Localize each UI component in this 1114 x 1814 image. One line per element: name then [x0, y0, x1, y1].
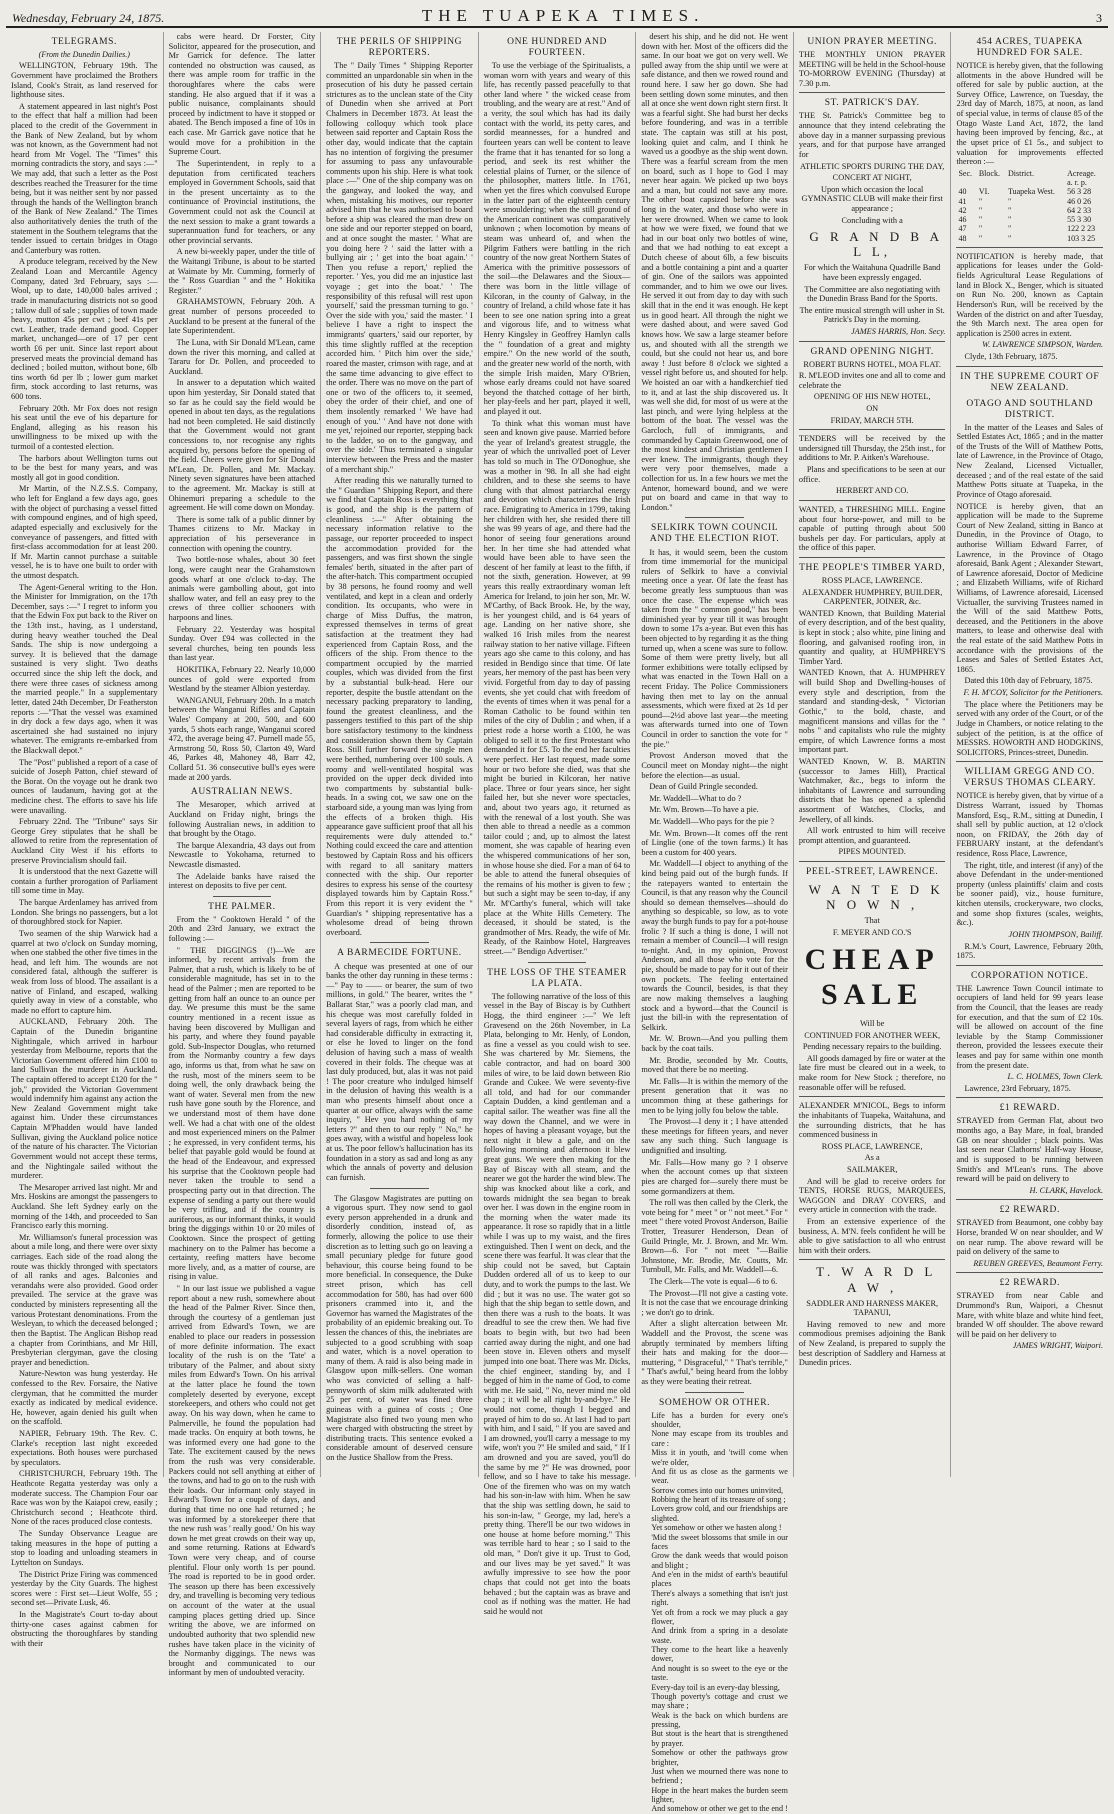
notice-text: NOTICE is hereby given, that by virtue of a Distress Warrant, issued by Thomas Mansford, Esq., R.M., sitting at Dunedin, I shall sell by public auction, at 12 o'clock noon, on FRIDAY, the 26th day of FEBRUARY instant, at the defendant's residence, Ross Place, Lawrence,	[956, 791, 1104, 859]
notice-heading: IN THE SUPREME COURT OF NEW ZEALAND.	[960, 371, 1100, 393]
paragraph: The Provost—I deny it ; I have attended these meetings for fifteen years, and never saw any such thing. Such language is undignified and insulting.	[641, 1117, 788, 1156]
table-cell: 122 2 23	[1067, 224, 1096, 234]
ad-heading: UNION PRAYER MEETING.	[807, 37, 938, 47]
paragraph: The roll was then called by the Clerk, the vote being for " meet " or " not meet." For " meet " there voted Provost Anderson, Bailie Trotter, Treasurer Henderson, Dean of Guild Pringle, Mr. J. Brown, and Mr. Wm. Brown—6. For " not meet "—Bailie Johnstone, Mr. Brodie, Mr. Coutts, Mr. Turnbull, Mr. Falls, and Mr. Waddell—6.	[641, 1198, 788, 1275]
paragraph: CHRISTCHURCH, February 19th. The Heathcote Regatta yesterday was only a moderate success. The Champion Four oar Race was won by the Kaiapoi crew, easily ; Christchurch second ; Heathcote third. None of the races produced close contests.	[11, 1469, 158, 1527]
ad-text: WANTED, a THRESHING MILL. Engine about four horse-power, and mill to be capable of putting through about 500 bushels per day. For particulars, apply at the office of this paper.	[798, 504, 946, 553]
paragraph: NAPIER, February 19th. The Rev. C. Clarke's reception last night exceeded expectations. Both houses were purchased by speculators.	[11, 1428, 158, 1467]
ad-line: ROSS PLACE, LAWRENCE,	[821, 1141, 923, 1151]
paragraph: The District Prize Firing was commenced yesterday by the City Guards. The highest scores were : First set—Lieut Wolfe, 55 ; second set—Private Lusk, 46.	[11, 1569, 158, 1608]
paragraph: GRAHAMSTOWN, February 20th. A great number of persons proceeded to Auckland to be present at the funeral of the late Superintendent.	[168, 297, 316, 336]
paragraph: In answer to a deputation which waited upon him yesterday, Sir Donald stated that so far as he could say the field would be opened in about ten days, as the regulations had not been completed. He said distinctly that the Government would not grant concessions to, nor recognise any rights acquired by, persons before the opening of the field. Cheers were given for Sir Donald M'Lean, Dr. Pollen, and Mr. Mackay. Ninety seven signatures have been attached to the agreement. Mr. Mackay is still at Ohinemuri preparing a schedule to the agreement. He will come down on Monday.	[168, 378, 316, 513]
notice-signature: L. C. HOLMES, Town Clerk.	[1007, 1072, 1104, 1082]
paragraph: Mr. Falls—It is within the memory of the present generation that it was no uncommon thing at these gatherings for men to be lying jolly fou below the table.	[641, 1076, 788, 1115]
notice-text: NOTIFICATION is hereby made, that applications for leases under the Gold-fields Agricultural Lease Regulations of land in Block X., Benger, which is situated on Run No. 200, known as Captain Henderson's Run, will be received by the Warden of the district on and after Tuesday, the 9th March next. The area open for application is 2500 acres in extent.	[956, 251, 1104, 338]
ad-heading: ST. PATRICK'S DAY.	[824, 98, 920, 109]
paragraph: WANGANUI, February 20th. In a match between the Wanganui Rifles and Captain Wales' Company at 200, 500, and 600 yards, 5 shots each range, Wanganui scored 472, the average being 47. Purnell made 55, Armstrong 50, Ross 50, Clarton 49, Ward 46, Parkes 48, Mahoney 48, Barr 42, Collard 51. 36 consecutive bull's eyes were made at 200 yards.	[168, 695, 316, 782]
paragraph: WELLINGTON, February 19th. The Government have proclaimed the Brothers Island, Cook's Strait, as land reserved for lighthouse sites.	[11, 61, 158, 100]
table-subheader-row	[956, 178, 1103, 187]
notice-text: The place where the Petitioners may be served with any order of the Court, or of the Judge in Chambers, or notice relating to the subject of the petition, is at the office of MESSRS. HOWORTH AND HODGKINS, SOLICITORS, Princes-street, Dunedin.	[956, 699, 1104, 757]
table-cell: "	[1007, 224, 1012, 234]
table-cell: VI.	[978, 187, 990, 197]
notice-text: In the matter of the Leases and Sales of Settled Estates Act, 1865 ; and in the matter of the Trusts of the Will of Matthew Potts, late of Lawrence, in the Province of Otago, New Zealand, Licensed Victualler, deceased ; and of the real estate of the said Matthew Potts situate at Tuapeka, in the Province of Otago aforesaid.	[956, 422, 1104, 499]
ad-line: That	[864, 916, 880, 926]
table-row	[956, 234, 1103, 243]
table-header: District.	[1007, 168, 1034, 178]
ad-line: ON	[866, 404, 879, 414]
issue-date: Wednesday, February 24, 1875.	[12, 11, 165, 25]
paragraph: There is some talk of a public dinner by Thames citizens to Mr. Mackay in appreciation of his perseverance in connection with opening the country.	[168, 514, 316, 553]
ad-text: Plans and specifications to be seen at our office.	[798, 465, 946, 484]
divider	[799, 500, 946, 501]
table-cell: 42	[958, 205, 967, 215]
allotments-table	[956, 169, 1103, 243]
ad-signature: HERBERT AND CO.	[835, 486, 909, 496]
notice-heading: £2 REWARD.	[999, 1205, 1060, 1216]
ad-text: THE St. Patrick's Committee beg to announce that they intend celebrating the above day in a manner surpassing previous years, and for that purpose have arranged for	[798, 111, 946, 159]
paragraph: February 22. Yesterday was hospital Sunday. Over £94 was collected in the several churches, being ten pounds less than last year.	[168, 624, 316, 663]
divider	[528, 962, 587, 963]
table-cell: 41	[958, 196, 967, 206]
notice-heading: CORPORATION NOTICE.	[971, 970, 1089, 981]
masthead	[6, 0, 1108, 28]
table-cell: 48	[958, 233, 967, 243]
paragraph: Mr. W. Brown—And you pulling them back by the coat tails.	[641, 1034, 788, 1053]
paragraph: The Sunday Observance League are taking measures in the hope of putting a stop to loading and unloading steamers in Lyttelton on Sundays.	[11, 1529, 158, 1567]
ad-text: WANTED Known, that Building Material of every description, and of the best quality, is kept in stock ; also white, pine lining and flooring, and galvanised roofing iron, in quantity and quality, at HUMPHREY'S Timber Yard.	[798, 608, 946, 666]
notice-heading: £1 REWARD.	[999, 1103, 1060, 1114]
table-cell: 103 3 25	[1067, 233, 1096, 243]
notice-signature: F. H. M'COY, Solicitor for the Petitioners.	[963, 688, 1104, 698]
ad-line: F. MEYER AND CO.'S	[832, 927, 912, 937]
ad-line: W A N T E D K N O W N ,	[808, 882, 944, 913]
paragraph: desert his ship, and he did not. He went down with her. Most of the officers did the same. In our boat we got on very well. We pulled away from the ship until we were at safe distance, and then we rowed round and round here. I saw her go down. She had been settling down some minutes, and then all at once she went down right stern first. It was a fearful sight. She had burst her decks before foundering, and was in a terrible state. The captain was still at his post, looking quiet and calm, and I think he waved us a goodbye as the ship went down. There was a fearful scream from the men on board, such as I hope to God I may never hear again. We picked up two boys and a man, but could not save any more. The other boat capsized before she was long in the water, and those who were in her were drowned. When we came to look at how we were fixed, we found that we had in our boat only two bottles of wine, and that we had nothing to eat except a Dutch cheese of about 6lb, a few biscuits and a bottle containing a pint and a quarter of gin. One of the sailors was appointed commander, and to him we owe our lives. He served it out from day to day with such skill that in the end it was enough. He kept us in good heart. All through the night we were dashed about, and were saved God knows how. We saw a large steamer before us, and shouted with all the strength we could, but she could not hear us, and bore away ! Just before 8 o'clock we sighted a vessel right before us, and shouted for help. We hoisted an oar with a handkerchief tied to it, and at last the ship discovered us. It was well she did, for most of us were at the last pinch, and were lying helpless at the bottom of the boat. The vessel was the Garcloch, full of immigrants, and commanded by Captain Greenwood, one of the most kindest and Christian gentlemen I ever knew. The immigrants, though they were very poor themselves, made a collection for us. In a few hours we met the Antenor, homeward bound, and we were put on board and came in that way to London."	[641, 32, 788, 512]
paragraph: The following narrative of the loss of this vessel in the Bay of Biscay is by Cuthbert Hogg, the third engineer :—" We left Gravesend on the 26th November, in La Plata, belonging to Mr. Henly, of London, as fine a vessel as you could wish to see. She was chartered by Mr. Siemens, the cable contractor, and had on board 300 miles of wire, to be laid down between Rio Grande and Cukee. We were seventy-five all told, and had for our commander Captain Dudden, a kind gentleman and a capital sailor. The weather was fine all the way down the Channel, and we were in hopes of having a pleasant voyage, but the next night it blew a gale, and on the following morning and afternoon it blew great guns. We were then making for the Bay of Biscay with all steam, and the nearer we got the harder the wind blew. The ship was knocked about like a cork, and towards midnight the sea began to break over her. I was down in the engine room in the morning when the water made its appearance. It rose so rapidly that in a little while I was up to my waist, and the fires extinguished. Then I went on deck, and the scene there was fearful. It was clear that the ship could not be saved, but Captain Dudden ordered all of us to keep to our duty, and to work the pumps to the last. We did ; but it was no use. The water got so high that the ship began to settle down, and then there was a rush to the boats. It was dreadful to see the crew then. We had five boats to begin with, but two had been carried away during the night, and one had been stove in. Eleven others and myself jumped into one boat. There was Mr. Dicks, the chief engineer, standing by, and I begged of him in the name of God, to come with me. He said, " No, never mind me old chap ; it will be all right by-and-bye." He would not come, though I begged and prayed of him to do so. At last I had to part with him, and I said, " If you are saved and I am drowned, you'll carry a message to my wife, won't you ?" He smiled and said, " If I am drowned and you are saved, you'll do the same by me ?" He was drowned, poor fellow, and so I have to take his message. One of the firemen who was on my watch had his son-in-law with him. When he saw that the ship was settling down, he said to his son-in-law, " George, my lad, here's a pretty thing. There'll be our two widows in one house at home before morning." This was terrible hard to hear ; so I said to the old man, " Don't give it up. Trust to God, and our lives may be yet saved." It was awfully impressive to see how the poor chaps that could not get into the boats behaved ; but the captain was as brave and cool as if nothing was the matter. He had said he would not	[483, 991, 631, 1616]
paragraph: The " Daily Times " Shipping Reporter committed an unpardonable sin when in the prosecution of his duty he passed certain strictures as to the unclean state of the City of Dunedin when she arrived at Port Chalmers in December 1873. At least the following colloquy which took place between said reporter and Captain Ross the other day, would indicate that the captain has no intention of forgiving the presumer for assuming to pass any unfavourable comments upon his ship. Here is what took place :—" One of the ship company was on the gangway, and looked the way, and when, mistaking his motives, our reporter advised him that he was authorised to board before a ship was cleared the man drew on one side and our reporter stepped on board, and at once sought the master. ' What are you doing here ? ' said the latter with a bullying air ; ' get into the boat again.' ' Then you refuse a report,' replied the reporter. ' Yes, you did me an injustice last voyage ; get into the boat.' ' The responsibility of this refusal will rest upon yourself,' said the pressman turning to go. ' Over the side with you,' said the master. ' I believe I have a right to inspect the immigrants' quarters,' said our reporter, by this time slightly ruffled at the reception accorded him. ' Pitch him over the side,' roared the master, crimson with rage, and at the same time advancing to give effect to the order. There was no move on the part of one or two of the officers to, it seemed, obey the order of their chief, and one of them insolently remarked ' We have had enough of you.' ' And have not done with me yet,' rejoined our reporter, stepping back to the ladder, so on to the gangway, and over the side.' Thus terminated a singular interview between the Press and the master of a merchant ship."	[326, 61, 473, 474]
ad-line: CONTINUED FOR ANOTHER WEEK,	[804, 1030, 941, 1040]
paragraph: To use the verbiage of the Spiritualists, a woman worn with years and weary of this life, has recently passed peacefully to that other land where " the wicked cease from troubling, and the weary are at rest." And of a verity, the soul which has had its daily contact with the world, its petty cares, and sordid meannesses, for a hundred and fourteen years can well be content to leave the frame that it has tenanted for so long a period, and seek its rest whither the celestial plains of Turner, or the silence of the philosopher, matters little. In 1761, when yet the fires which convulsed Europe in the latter part of the eighteenth century were smouldering; when the still ground of the American continent was comparatively unknown ; when locomotion by means of steam was unheard of, and when the Pilgrim Fathers were battling in the rich country of the now great Northern States of America with the primitive possessors of the soil—the Delawares and the Sioux—there was born in the little village of Kilcoran, in the county of Galway, in the country of Ireland, a child whose fate it has been to see one nation spring into a great and vigorous life, and to witness what Henry Kingsley in Geoffrey Hamlyn calls the " foundation of a great and mighty empire." On the new world of the south, and the greater new world of the north, with the simple Irish maiden, Mary O'Brien, whose early dreams could not have soared beyond the thatched cottage of her birth, her play-feels and her part, played it well, and played it out.	[483, 61, 631, 416]
ad-text: Having removed to new and more commodious premises adjoining the Bank of New Zealand, is prepared to supply the best description of Saddlery and Harness at Dunedin prices.	[798, 1319, 946, 1368]
table-cell: "	[978, 224, 983, 234]
table-row	[956, 187, 1103, 196]
table-cell: "	[1007, 215, 1012, 225]
table-header: Acreage.	[1067, 168, 1096, 178]
section-heading: THE PERILS OF SHIPPING REPORTERS.	[336, 37, 463, 59]
ad-text: WANTED Known, that A. HUMPHREY will build Shop and Dwelling-houses of every style and description, from the standard and standing-desk, " Victorian Gothic," to the bold, chaste, and magnificent mansions and villas for the " nobs " and capitalists who rule the mighty empire, of which Lawrence forms a most important part.	[798, 668, 946, 755]
newspaper-title: THE TUAPEKA TIMES.	[421, 6, 705, 25]
table-row	[956, 197, 1103, 206]
ad-heading: GRAND OPENING NIGHT.	[810, 346, 934, 357]
table-row	[956, 224, 1103, 233]
ad-line: For which the Waitahuna Quadrille Band have been expressly engaged.	[804, 263, 941, 282]
table-cell: 46	[958, 215, 967, 225]
ad-signature: JAMES HARRIS, Hon. Secy.	[851, 326, 946, 336]
divider	[956, 761, 1103, 762]
table-cell: Tuapeka West.	[1007, 187, 1055, 197]
column-6	[794, 32, 952, 1477]
column-5	[636, 32, 794, 1814]
divider	[685, 1392, 744, 1393]
paragraph: In the Magistrate's Court to-day about thirty-one cases against cabmen for obstructing the thoroughfares by standing with their	[11, 1609, 158, 1648]
divider	[799, 429, 946, 430]
divider	[799, 341, 946, 342]
paragraph: The Clerk—The vote is equal—6 to 6.	[649, 1276, 778, 1286]
paragraph: It is understood that the next Gazette will contain a further prorogation of Parliament till some time in May.	[11, 867, 158, 896]
paragraph: Mr Martin, of the N.Z.S.S. Company, who left for England a few days ago, goes with the object of purchasing a vessel fitted with compound engines, and of high speed, adapted especially and exclusively for the conveyance of passengers, and fitted with first-class accommodation for at least 200. If Mr. Martin cannot purchase a suitable vessel, he is to have one built to order with the utmost despatch.	[11, 484, 158, 580]
paragraph: Mr. Brodie, seconded by Mr. Coutts, moved that there be no meeting.	[641, 1055, 788, 1075]
cheap-sale-heading: CHEAP SALE	[804, 943, 940, 1012]
notice-text: NOTICE is hereby given, that an application will be made to the Supreme Court of New Zealand, sitting in Banco at Dunedin, in the Province of Otago, to authorise William Edward Farrer, of Lawrence, in the Province of Otago aforesaid, Bank Agent ; Alexander Stewart, of Lawrence aforesaid, Doctor of Medicine ; and Elizabeth Williams, wife of Richard Williams, of Lawrence aforesaid, Licensed Victualler, the surviving Trustees named in the Will of the said Matthew Potts, deceased, and the Petitioners in the above matters, to lease and otherwise deal with the real estate of the said Matthew Potts in accordance with the provisions of the Leases and Sales of Settled Estates Act, 1865.	[956, 501, 1104, 674]
section-heading: SOMEHOW OR OTHER.	[659, 1397, 771, 1408]
column-4	[479, 32, 637, 1616]
notice-text: The right, title, and interest (if any) of the above Defendant in the under-mentioned property (unless plaintiffs' claim and costs be sooner paid), viz., house furniture, kitchen utensils, crockeryware, two clocks, and some shop fixtures (scales, weights, &c.).	[956, 860, 1104, 928]
paragraph: The Provost—I'll not give a casting vote. It is not the case that we encourage drinking ; we don't go to drink.	[641, 1288, 788, 1317]
ad-text: TENDERS will be received by the undersigned till Thursday, the 25th inst., for additions to Mr. P. Aitken's Warehouse.	[798, 434, 946, 463]
ad-line: The entire musical strength will usher in St. Patrick's Day in the morning.	[799, 305, 945, 325]
notice-text: THE Lawrence Town Council intimate to occupiers of land held for 99 years lease from the Council, that the leases are ready for execution, and that the sum of £2 10s. will be allowed on account of the fine leviable by the Stamp Commissioner thereon, provided the lessees execute their leases and pay for same within one month from the present date.	[956, 983, 1104, 1070]
paragraph: Mr. Williamson's funeral procession was about a mile long, and there were over sixty carriages. Each side of the road along the route was thickly thronged with spectators of all ranks and ages. Balconies and verandahs were also provided. Good order prevailed. The service at the grave was conducted by ministers representing all the various Protestant denominations. From the Wesleyan, to which the deceased belonged ; then the Baptist. The Anglican Bishop read a chapter from Corinthians, and Mr Hill, Presbyterian clergyman, gave the closing prayer and benediction.	[11, 1232, 158, 1367]
paragraph: The barque Ardenlamey has arrived from London. She brings no passengers, but a lot of thoroughbred stock for Napier.	[11, 898, 158, 927]
ad-heading: PEEL-STREET, LAWRENCE.	[806, 867, 939, 878]
paragraph: Mr. Falls—How many go ? I observe when the account comes up that sixteen pies are charged for—surely there must be some gormandizers at them.	[641, 1157, 788, 1196]
notice-text: Lawrence, 23rd February, 1875.	[964, 1083, 1071, 1093]
paragraph: The Adelaide banks have raised the interest on deposits to five per cent.	[168, 871, 316, 891]
ad-line: CONCERT AT NIGHT,	[832, 173, 912, 183]
ad-text: R. M'LEOD invites one and all to come and celebrate the	[798, 371, 946, 390]
paragraph: Mr. Waddell—I object to anything of the kind being paid out of the burgh funds. If the ratepayers wanted to entertain the Council, is that any reason why the Council should so demean themselves—should do anything so despicable, so low, as to vote away the burgh funds to pay for a pot-house frolic ? If such a thing is done, I will not remain a member of Council—I will resign to-night. And, in my opinion, Provost Anderson, and all those who vote for the pie, should be made to pay for it out of their own pockets. The feeling entertained towards the Council, besides, is that they are now making themselves a laughing stock and a byword—that the Council is just the bill-in with the representation of Selkirk.	[641, 859, 788, 1032]
paragraph: Two bottle-nose whales, about 30 feet long, were caught near the Grahamstown goods wharf at one o'clock to-day. The animals were gambolling about, got into shallow water, and fell an easy prey to the crews of three collier schooners with harpoons and lines.	[168, 555, 316, 622]
section-heading: TELEGRAMS.	[51, 37, 117, 47]
divider	[799, 1096, 946, 1097]
table-header: Sec.	[958, 168, 973, 178]
table-cell: "	[1007, 205, 1012, 215]
paragraph: Provost Anderson moved that the Council meet on Monday night—the night before the election—as usual.	[641, 751, 788, 780]
paragraph: A cheque was presented at one of our banks the other day running in these terms :—" Pay to —— or bearer, the sum of two millions, in gold." The bearer, writes the " Ballarat Star," was a poorly clad man, and his cheque was most carefully folded in several layers of rags, from which he either had considerable difficulty in extracting it, or else he loved to linger on the fond delusion of having such a mass of wealth covered in their folds. The cheque was at last duly produced, but, alas it was not paid ! The poor creature who indulged himself in the delusion of having this wealth is a man who presents himself about once a quarter at our office, always with the same inquiry, " Hev you hard nothing of my letters ?" and then to our reply " No," he goes away, with a wistful and hopeless look at us. The poor fellow's hallucination has its foundation in a story as sad and long as any which the annals of poverty and delusion can furnish.	[326, 961, 473, 1182]
paragraph: From the " Cooktown Herald " of the 20th and 23rd January, we extract the following :—	[168, 914, 316, 944]
column-7	[951, 32, 1108, 1477]
ad-text: ALEXANDER M'NICOL, Begs to inform the inhabitants of Tuapeka, Waitahuna, and the surrounding districts, that he has commenced business in	[798, 1101, 946, 1140]
paragraph: After a slight altercation between Mr. Waddell and the Provost, the scene was abruptly terminated by members lifting their hats and making for the door—muttering, " Disgraceful," " That's terrible," " That's awful," being heard from the lobby as they were beating their retreat.	[641, 1319, 788, 1387]
divider	[956, 965, 1103, 966]
divider	[956, 1199, 1103, 1200]
section-heading: ONE HUNDRED AND FOURTEEN.	[507, 37, 607, 59]
paragraph: The harbors about Wellington turns out to be the best for many years, and was mostly all got in good condition.	[11, 453, 158, 482]
paragraph: Mr. Waddell—Who pays for the pie ?	[649, 816, 775, 826]
notice-signature: W. LAWRENCE SIMPSON, Warden.	[982, 340, 1104, 350]
section-heading: THE LOSS OF THE STEAMER LA PLATA.	[487, 967, 627, 989]
notice-heading: OTAGO AND SOUTHLAND DISTRICT.	[966, 398, 1094, 420]
section-heading: THE PALMER.	[208, 901, 276, 912]
paragraph: The Luna, with Sir Donald M'Lean, came down the river this morning, and called at Tararu for Dr. Pollen, and proceeded to Auckland.	[168, 337, 316, 376]
paragraph: Dean of Guild Pringle seconded.	[649, 782, 758, 792]
divider	[956, 1097, 1103, 1098]
notice-text: NOTICE is hereby given, that the following allotments in the above Hundred will be offered for sale by public auction, at the Survey Office, Lawrence, on Tuesday, the 23rd day of March, 1875, at noon, as land of special value, in terms of clause 85 of the Otago Waste Land Act, 1872, the land having been improved by fencing, &c., at the upset price of £1 5s., and subject to valuation for improvements effected thereon :—	[956, 61, 1104, 167]
ad-text: THE MONTHLY UNION PRAYER MEETING will be held in the School-house TO-MORROW EVENING (Thursday) at 7.30 p.m.	[798, 50, 946, 88]
table-cell: 40	[958, 187, 967, 197]
table-cell: "	[978, 233, 983, 243]
paragraph: The Superintendent, in reply to a deputation from certificated teachers employed in Government Schools, said that in the present uncertainty as to the continuance of Provincial institutions, the Government could not ask the Council at the next session to make a grant towards a superannuation fund for teachers, or any other provincial servants.	[168, 158, 316, 245]
ad-text: WANTED Known, W. B. MARTIN (successor to James Hill), Practical Watchmaker, &c., begs to inform the inhabitants of Lawrence and surrounding districts that he has opened a splendid assortment of Watches, Clocks, and Jewellery, of all kinds.	[798, 756, 946, 824]
ad-line: Will be	[860, 1019, 885, 1029]
column-3	[321, 32, 479, 1477]
notice-text: STRAYED from German Flat, about two months ago, a Bay Mare, in foal, branded GB on near shoulder ; black points. Was last seen near Clathorns' Half-way House, and is supposed to be running between Smith's and M'Lean's runs. The above reward will be paid on delivery to	[956, 1116, 1104, 1184]
ad-text: And will be glad to receive orders for TENTS, HORSE RUGS, MARQUEES, WAGGON and DRAY COVERS, and every article in connection with the trade.	[798, 1176, 946, 1215]
paragraph: The Agent-General writing to the Hon. the Minister for Immigration, on the 17th December, says :—" I regret to inform you that the Edwin Fox put back to the River on the 13th inst., having, as I understand, during heavy weather touched the Deal Sands. The ship is now undergoing a survey. It is believed that the damage sustained is very slight. Two deaths occurred since the ship left the dock, and there were three cases of sickness among the married people." In a supplementary letter, dated 24th December, Dr Featherston reports :—"That the vessel was examined in dry dock a few days ago, when it was ascertained she had sustained no injury whatever. The emigrants re-embarked from the Blackwall depot."	[11, 582, 158, 755]
notice-text: Clyde, 13th February, 1875.	[964, 351, 1058, 361]
ad-line: The Committee are also negotiating with the Dunedin Brass Band for the Sports.	[804, 284, 941, 304]
divider	[370, 942, 429, 943]
ad-line: As a	[864, 1153, 880, 1163]
paragraph: It has, it would seem, been the custom from time immemorial for the municipal rulers of Selkirk to have a convivial meeting once a year. Of late the feast has become greatly less sumptuous than was once the case. The expense which was taken from the " common good," has been diminished year by year till it was brought down to some 17s a-year. But even this has been objected to by regarding it as the thing turned up, when a scene was sure to follow. Some of them were pretty lively, but all former exhibitions were totally eclipsed by what was enacted in the Town Hall on a recent Friday. The Police Commissioners having then met to lay on the annual assessments, which were fixed at 2s 1d per pound—2½d above last year—the meeting was afterwards turned into one of Town Council in order to sanction the vote for " the pie."	[641, 547, 788, 749]
notice-text: R.M.'s Court, Lawrence, February 20th, 1875.	[956, 941, 1104, 961]
ad-line: PIPES MOUNTED.	[838, 847, 906, 857]
notice-text: Dated this 10th day of February, 1875.	[964, 676, 1093, 686]
table-row	[956, 206, 1103, 215]
ad-line: FRIDAY, MARCH 5TH.	[830, 415, 914, 425]
divider	[799, 557, 946, 558]
paragraph: Mr. Wm. Brown—To have a pie.	[649, 805, 759, 815]
paragraph: Nature-Newton was hung yesterday. He confessed to the Rev. Forsaire, the Native clergyman, that he committed the murder exactly as indicated by medical evidence. He, however, again denied his guilt when on the scaffold.	[11, 1369, 158, 1427]
ad-line: ATHLETIC SPORTS DURING THE DAY,	[800, 161, 945, 171]
table-cell: "	[1007, 196, 1012, 206]
allotments-body	[956, 187, 1103, 243]
paragraph: A statement appeared in last night's Post to the effect that half a million had been placed to the credit of the Government in the Bank of New Zealand, but by whom was not known, as the Government had not heard from Mr Vogel. The "Times" this morning contradicts the story, and says :—" We may add, that such a letter as the Post describes reached the Treasurer for the time being, but it was neither sent by nor passed through the hands of the Wellington branch of the Bank of New Zealand." The Times also authoritatively denies the truth of the statement in the Southern telegrams that the tender issued to certain bridges in Otago and Canterbury was rotten.	[11, 101, 158, 255]
paragraph: AUCKLAND, February 20th. The Captain of the Dunedin brigantine Nightingale, which arrived in harbour yesterday from Melbourne, reports that the Victorian Government offered him £100 to land Sullivan the murderer in Auckland. The captain offered to accept £120 for the " job," provided the Victorian Government would indemnify him against any action the New Zealand Government might take against him. Under these circumstances Captain M'Phadden would have landed Sullivan, giving the Auckland police notice of the nature of his character. The Victorian Government would not accept these terms, and the Nightingale sailed without the murderer.	[11, 1017, 158, 1181]
table-subheader: a. r. p.	[1067, 178, 1087, 187]
divider	[370, 1188, 429, 1189]
paragraph: The "Post" published a report of a case of suicide of Joseph Patton, chief steward of the Borat. On the voyage out he drank two ounces of laudanum, having got at the medicine chest. The efforts to save his life were unavailing.	[11, 757, 158, 815]
table-cell: "	[978, 215, 983, 225]
paragraph: A produce telegram, received by the New Zealand Loan and Mercantile Agency Company, dated 3rd February, says :—Wool, up to date, 140,000 bales arrived ; trade in manufacturing districts not so good ; tallow dull of sale ; supplies of town made heavy, mutton 45s per cwt ; beef 41s per cwt. Leather, trade demand good. Copper market, unchanged—ore of 17 per cent worth £6 per unit. Since last report about preserved meats the provincial demand has declined ; boiled mutton, without bone, 6lb tins worth 6d per lb ; lower gum market firm, stock according to last returns, was 600 tons.	[11, 257, 158, 401]
paragraph: February 20th. Mr Fox does not resign his seat until the eve of his departure for England, alleging as his reason his unwillingness to be mixed up with the turmoil of a contested election.	[11, 403, 158, 452]
notice-text: STRAYED from Beaumont, one cobby bay Horse, branded W on near shoulder, and W on near rump. The above reward will be paid on delivery of the same to	[956, 1218, 1104, 1257]
divider	[213, 896, 272, 897]
ad-line: G R A N D B A L L,	[809, 229, 943, 260]
divider	[956, 1272, 1103, 1273]
paragraph: The Mesaroper arrived last night. Mr and Mrs. Hoskins are amongst the passengers to Auckland. She left Sydney early on the morning of the 14th, and proceeded to San Francisco early this morning.	[11, 1182, 158, 1231]
ad-line: Concluding with a	[841, 215, 903, 225]
ad-line: T. W A R D L A W ,	[816, 1264, 937, 1295]
divider	[799, 92, 946, 93]
paragraph: Mr. Waddell—What to do ?	[649, 793, 742, 803]
table-cell: 55 3 30	[1067, 215, 1092, 225]
table-header: Block.	[978, 168, 1000, 178]
notice-signature: JAMES WRIGHT, Waipori.	[1012, 1341, 1104, 1351]
table-cell: 56 3 28	[1067, 187, 1092, 197]
section-heading: SELKIRK TOWN COUNCIL AND THE ELECTION RIOT.	[649, 523, 780, 545]
table-row	[956, 215, 1103, 224]
divider	[956, 247, 1103, 248]
paragraph: HOKITIKA, February 22. Nearly 10,000 ounces of gold were exported from Westland by the steamer Albion yesterday.	[168, 665, 316, 694]
ad-line: Upon which occasion the local GYMNASTIC CLUB will make their first appearance ;	[801, 184, 943, 213]
notice-heading: £2 REWARD.	[999, 1278, 1060, 1289]
section-heading: AUSTRALIAN NEWS.	[190, 787, 293, 798]
ad-line: ROSS PLACE, LAWRENCE.	[821, 575, 923, 585]
columns	[6, 28, 1108, 1814]
notice-signature: REUBEN GREEVES, Beaumont Ferry.	[973, 1258, 1104, 1268]
ad-text: From an extensive experience of the business, A. M'N. feels confident he will be able to give satisfaction to all who entrust him with their orders.	[798, 1217, 946, 1255]
paragraph: A new bi-weekly paper, under the title of the Waitangi Tribune, is about to be started at Waimate by Mr. Cumming, formerly of the " Ross Guardian " and the " Hokitika Register."	[168, 247, 316, 295]
paragraph: Mr. Wm. Brown—It comes off the rent of Linglie (one of the town farms.) It has been a custom for 400 years.	[641, 828, 788, 857]
ad-line: SAILMAKER,	[846, 1164, 898, 1174]
notice-signature: JOHN THOMPSON, Bailiff.	[1008, 929, 1104, 939]
notice-signature: H. CLARK, Havelock.	[1029, 1185, 1104, 1195]
ad-text: All work entrusted to him will receive prompt attention, and guaranteed.	[798, 826, 946, 845]
paragraph: Two seamen of the ship Warwick had a quarrel at two o'clock on Sunday morning, when one stabbed the other five times in the head, and left him. The wounds are not considered fatal, although the sufferer is weak from loss of blood. The assailant is a native of Finland, and escaped, walking quietly away in view of a constable, who made no effort to capture him.	[11, 928, 158, 1015]
ad-line: SADDLER AND HARNESS MAKER, TAPANUI,	[806, 1298, 939, 1318]
paragraph: After reading this we naturally turned to the " Guardian " Shipping Report, and there we find that Captain Ross is everything that is good, and the ship is the pattern of cleanliness :—" After obtaining the necessary information relative to the passage, our reporter proceeded to inspect the accommodation provided for the passengers, and was first shown the single females' berth, situated in the after part of the after-hatch. This compartment occupied by 38 persons, he found roomy and well ventilated, and kept in a clean and orderly condition. Its occupants, who were in charge of Miss Duffus, the matron, expressed themselves in terms of great satisfaction at the treatment they had experienced from Captain Ross, and the officers of the ship. From thence to the compartment occupied by the married couples, which was divided from the first by a substantial bulk-head. Here our reporter, despite the bustle attendant on the necessary packing preparatory to landing, found the greatest cleanliness, and the passengers testified to this part of the ship bore satisfactory testimony to the kindness and consideration shown them by Captain Ross. Still further forward the single men were berthed, numbering over 100 souls. A roomy and well-ventilated hospital was provided on the upper deck divided into two compartments by substantial bulk-heads. In a swing cot, we saw one on the starboard side, a young man was lying from the effects of a broken thigh. His appearance gave sufficient proof that all his requirements were duly attended to." Nothing could exceed the care and attention bestowed by Captain Ross and his officers with regard to all sanitary matters connected with the ship. Our reporter desires to express his sense of the courtesy displayed towards him by Captain Ross." From this report it is very evident the " Guardian's " shipping representative has a wholesome dread of being thrown overboard.	[326, 476, 473, 937]
table-cell: 47	[958, 224, 967, 234]
poem: Life has a burden for every one's shoulder, None may escape from its troubles and care : Miss it in youth, and 'twill come when we're older, And fit us as close as the garments we wear. Sorrow comes into our homes uninvited, Robbing the heart of its treasure of song ; Lovers grow cold, and our friendships are slighted. Yet somehow or other we hasten along ! 'Mid the sweet blossoms that smile in our faces Grow the dank weeds that would poison and blight ; And e'en in the midst of earth's beautiful places There's always a something that isn't just right. Yet oft from a rock we may pluck a gay flower, And drink from a spring in a desolate waste. They come to the heart like a heavenly dower, And nought is so sweet to the eye or the taste. Every-day toil is an every-day blessing, Though poverty's cottage and crust we may share ; Weak is the back on which burdens are pressing, But stout is the heart that is strengthened by prayer. Somehow or other the pathways grow brighter, Just when we mourned there was none to befriend ; Hope in the heart makes the burden seem lighter, And somehow or other we get to the end !	[651, 1410, 788, 1814]
paragraph: " In our last issue we published a vague report about a new rush, somewhere about the head of the Palmer River. Since then, through the courtesy of a gentleman just arrived from Edward's Town, we are enabled to place our readers in possession of more definite information. The exact locality of the rush is on the 'Tate' a tributary of the Palmer, and about sixty miles from Edward's Town. On his arrival at the latter place he found the town completely deserted by everyone, except storekeepers, and others who could not get away. On his way down, when he came to Palmerville, he found the population had made tracks. On enquiry at both towns, he was informed every one had gone to the Tate. The excitement caused by the news from the rush was very considerable. Packers could not sell anything at either of the towns, and had to go on to the rush with their loads. Our informant only stayed in Edward's Town for a couple of days, and during that time no one had returned ; he was informed by a storekeeper there that the new rush was ' really good.' On his way down he met great crowds on their way up, and some returning. Rations at Edward's Town were very cheap, and of course plentiful. Flour only worth 1s per pound. The road is reported to be in good order. The season up there has been excessively dry, and travelling is becoming very tedious on account of the water at the usual camping places getting dried up. Since writing the above, we are informed on undoubted authority that two splendid new rushes have taken place in the vicinity of the Normanby diggings. The news was brought and communicated to our informant by men of undoubted veracity.	[168, 1283, 316, 1678]
column-1	[6, 32, 164, 1648]
section-subheading: (From the Dunedin Dailies.)	[38, 50, 130, 60]
paragraph: The Glasgow Magistrates are putting on a vigorous spurt. They now send to gaol every person apprehended in a drunk and disorderly condition, instead of, as formerly, allowing the police to use their discretion as to letting such go on leaving a small pecuniary pledge for future good behaviour, this course being found to be more beneficial. In consequence, the Duke street prison, which has cell accommodation for 580, has had over 600 prisoners crammed into it, and the Governor has warned the Magistrates of the probability of an epidemic breaking out. To lessen the chances of this, the inebriates are subjected to a good scrubbing with soap and water, which is a novel operation to many of them. A raid is also being made in Glasgow upon milk-sellers. One woman who was convicted of selling a half-pennyworth of skim milk adulterated with 25 per cent, of water was fined three guineas with a guinea of costs ; One Magistrate also fined two young men who were charged with obstructing the street by distributing tracts. This sentence evoked a considerable amount of deserved censure on the Justice Shallow from the Press.	[326, 1193, 473, 1462]
table-cell: "	[978, 205, 983, 215]
table-cell: "	[1007, 233, 1012, 243]
paragraph: To think what this woman must have seen and known give pause. Married before the year of Ireland's greatest struggle, the year of which the unrivalled poet of Lever has told so much in The O'Donoghue, she was a mother in '98. In all she had eight children, and to these she seems to have clung with that almost patriarchal energy and devotion which characterizes the Irish race. Emigrating to America in 1799, taking her children with her, she resided there till she was 99 years of age, and there had the honor of seeing four generations around her. In her time she had attended what would have been able to have seen the descent of her family at least to the fifth, if not the sixth, generation. However, at 99 years this really extraordinary woman left America for Ireland, to join her son, Mr. W. M'Carthy, of Back Brook. He, by the way, is her youngest child, and is 64 years of age. Landing on her native shore, she walked 16 Irish miles from the nearest railway station to her native village. Fifteen years ago she came to this colony, and has resided in Bendigo since that time. Of late years, her memory of the past has been very vivid. Forgetful from day to day of passing events, she yet could chat with freedom of the events of times when it was penal for a Roman Catholic to be found within ten miles of the city of Dublin ; and when, if a priest rode a horse worth a £100, he was obliged to sell it to the first Protestant who demanded it for £5. To the end her faculties were perfect. Her last request, made some hour or two before she died, was that she might be buried in Kilcoran, her native place. Three or four years since, her sight failed her, but she never wore spectacles, and, about two years ago, it returned as with the renewal of a lost youth. She was then able to thread a needle as a common tailor could ; and, up to almost the latest moment, she was capable of hearing even the whispered communications of her son, in whose house she died. For a man of 64 to be able to attend the funeral obsequies of the remains of his mother is given to few ; but such a sight may be seen to-day, if any Mr. M'Carthy's funeral, which will take place at the White Hills Cemetery. The deceased, it should be stated, is the grandmother of Mrs. Ready, the wife of Mr. Ready, of the Rainbow Hotel, Hargreaves street.—" Bendigo Advertiser."	[483, 418, 631, 957]
divider	[799, 1259, 946, 1260]
notice-heading: WILLIAM GREGG AND CO. VERSUS THOMAS CLEARY.	[963, 767, 1096, 789]
paragraph: The Mesaroper, which arrived at Auckland on Friday night, brings the following Australian news, in addition to that brought by the Otago.	[168, 800, 316, 839]
table-header-row	[956, 169, 1103, 178]
ad-line: Pending necessary repairs to the building.	[802, 1042, 942, 1052]
table-cell: "	[978, 196, 983, 206]
ad-line: ROBERT BURNS HOTEL, MOA FLAT.	[803, 359, 941, 369]
notice-heading: 454 ACRES, TUAPEKA HUNDRED FOR SALE.	[976, 37, 1083, 59]
ad-line: ALEXANDER HUMPHREY, BUILDER, CARPENTER, JOINER, &c.	[801, 587, 943, 607]
ad-text: All goods damaged by fire or water at the late fire must be cleared out in a week, to make room for New Stock ; therefore, no reasonable offer will be refused.	[798, 1053, 946, 1092]
table-cell: 46 0 26	[1067, 196, 1092, 206]
table-cell: 64 2 33	[1067, 205, 1092, 215]
section-heading: A BARMECIDE FORTUNE.	[337, 948, 462, 959]
ad-heading: THE PEOPLE'S TIMBER YARD,	[799, 562, 946, 573]
divider	[685, 517, 744, 518]
paragraph: February 22nd. The "Tribune" says Sir George Grey stipulates that he shall be allowed to retire from the representation of Auckland City West if his efforts to preserve Provincialism should fail.	[11, 817, 158, 865]
ad-line: OPENING OF HIS NEW HOTEL,	[813, 392, 931, 402]
column-2	[164, 32, 322, 1678]
paragraph: " THE DIGGINGS (!)—We are informed, by recent arrivals from the Palmer, that a rush, which is likely to be of considerable magnitude, has set in to the head of the Palmer ; men are reported to be getting from half an ounce to an ounce per day. We presume this must be the same country mentioned in a recent issue as having been discovered by Mulligan and his party, and where they found payable gold. Sub-Inspector Douglas, who returned from the Normanby country a few days ago, informs us that, from what he saw on the rush, most of the miners seem to be doing well, the only drawback being the want of water. Several men from the new rush have gone south by the Florence, and we understand most of them have done well. We had a chat with one of the oldest and most experienced miners on the Palmer ; he expressed, in very confident terms, his belief that payable gold would be found at the head of the Endeavour, and expressed his surprise that the Cooktown people had never taken the trouble to send a prospecting party out in that direction. The expense of sending a party out there would be very trifling, and if the country is auriferous, as our informant thinks, it would bring the diggings within 10 or 20 miles of Cooktown. Since the prospect of getting machinery on to the Palmer has become a certainty, reefing matters have become more lively, and, as a matter of course, are rising in value.	[168, 945, 316, 1282]
notice-text: STRAYED from near Cable and Drummond's Run, Waipori, a Chesnut Mare, with white blaze and white hind feet, branded W off shoulder. The above reward will be paid on her delivery to	[956, 1291, 1104, 1339]
paragraph: cabs were heard. Dr Forster, City Solicitor, appeared for the prosecution, and Mr Garrick for defence. The latter contended no obstruction was caused, as there was ample room for traffic in the thoroughfares where the cabs were standing. He also argued that if it was a public nuisance, complainants should proceed by indictment to have it stopped or abated. The Bench imposed a fine of 10s in each case. Mr Garrick gave notice that he would move for a prohibition in the Supreme Court.	[168, 32, 316, 157]
paragraph: The barque Alexandria, 43 days out from Newcastle to Yokohama, returned to Newcastle dismasted.	[168, 840, 316, 869]
divider	[799, 861, 946, 862]
page-number: 3	[1096, 11, 1102, 25]
divider	[956, 366, 1103, 367]
